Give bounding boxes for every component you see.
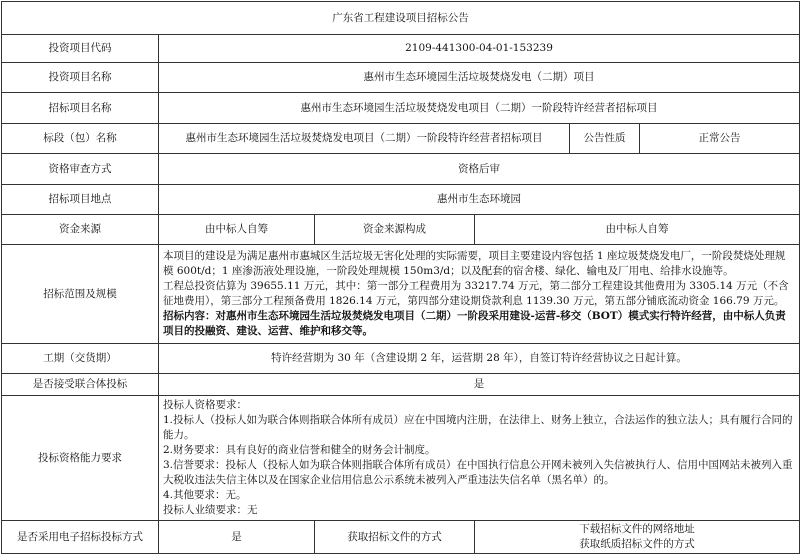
bidder-qualification-content (159, 396, 800, 521)
funding-structure-label: 资金来源构成 (315, 215, 475, 245)
funding-structure-value: 由中标人自筹 (475, 215, 800, 245)
duration-label: 工期（交货期） (2, 344, 159, 374)
duration-value: 特许经营期为 30 年（含建设期 2 年，运营期 28 年），自签订特许经营协议之日起计算。 (159, 344, 800, 374)
consortium-label: 是否接受联合体投标 (2, 374, 159, 396)
qualification-line: 投标人业绩要求：无 (163, 504, 258, 516)
location-label: 招标项目地点 (2, 185, 159, 215)
announcement-title: 广东省工程建设项目招标公告 (2, 2, 800, 35)
download-address-label: 下载招标文件的网络地址 (579, 523, 695, 535)
section-value: 惠州市生态环境园生活垃圾焚烧发电项目（二期）一阶段特许经营者招标项目 (159, 124, 570, 154)
qualification-review-label: 资格审查方式 (2, 154, 159, 185)
electronic-bidding-value: 是 (159, 521, 315, 554)
announcement-table (1, 1, 800, 554)
paper-document-method-label: 获取纸质招标文件的方式 (579, 538, 695, 550)
section-label: 标段（包）名称 (2, 124, 159, 154)
scope-paragraph: 本项目的建设是为满足惠州市惠城区生活垃圾无害化处理的实际需要，项目主要建设内容包括 1 座垃圾焚烧发电厂，一阶段焚烧处理规模 600t/d；1 座渗沥液处理设施，一阶段处理规模 150m3/d；以及配套的宿舍楼、绿化、输电及厂用电、给排水设施等。 (163, 250, 786, 277)
document-method-label: 获取招标文件的方式 (315, 521, 475, 554)
announcement-nature-value: 正常公告 (640, 124, 800, 154)
download-address-cell (475, 521, 800, 554)
funding-value: 由中标人自筹 (159, 215, 315, 245)
bidder-qualification-label: 投标资格能力要求 (2, 396, 159, 521)
scope-label: 招标范围及规模 (2, 245, 159, 344)
consortium-value: 是 (159, 374, 800, 396)
funding-label: 资金来源 (2, 215, 159, 245)
electronic-bidding-label: 是否采用电子招标投标方式 (2, 521, 159, 554)
project-code-value: 2109-441300-04-01-153239 (159, 35, 800, 63)
scope-paragraph: 工程总投资估算为 39655.11 万元，其中：第一部分工程费用为 33217.74 万元，第二部分工程建设其他费用为 3305.14 万元（不含征地费用），第三部分工程预备费用 1826.14 万元，第四部分建设期贷款利息 1139.30 万元，第五部分铺底流动资金 166.79 万元。 (163, 280, 789, 307)
qualification-line: 2.财务要求：具有良好的商业信誉和健全的财务会计制度。 (163, 444, 436, 456)
qualification-line: 1.投标人（投标人如为联合体则指联合体所有成员）应在中国境内注册，在法律上、财务上独立，合法运作的独立法人；具有履行合同的能力。 (163, 414, 793, 441)
qualification-line: 投标人资格要求： (163, 399, 247, 411)
qualification-line: 3.信誉要求：投标人（投标人如为联合体则指联合体所有成员）在中国执行信息公开网未被列入失信被执行人、信用中国网站未被列入重大税收违法失信主体以及在国家企业信用信息公示系统未被列入严重违法失信名单（黑名单）的。 (163, 459, 793, 486)
announcement-nature-label: 公告性质 (570, 124, 640, 154)
tender-project-name-value: 惠州市生态环境园生活垃圾焚烧发电项目（二期）一阶段特许经营者招标项目 (159, 93, 800, 124)
project-code-label: 投资项目代码 (2, 35, 159, 63)
qualification-line: 4.其他要求：无。 (163, 489, 247, 501)
scope-content (159, 245, 800, 344)
project-name-value: 惠州市生态环境园生活垃圾焚烧发电（二期）项目 (159, 63, 800, 93)
scope-tender-content: 招标内容：对惠州市生态环境园生活垃圾焚烧发电项目（二期）一阶段采用建设-运营-移交（BOT）模式实行特许经营，由中标人负责项目的投融资、建设、运营、维护和移交等。 (163, 310, 786, 337)
location-value: 惠州市生态环境园 (159, 185, 800, 215)
project-name-label: 投资项目名称 (2, 63, 159, 93)
qualification-review-value: 资格后审 (159, 154, 800, 185)
tender-project-name-label: 招标项目名称 (2, 93, 159, 124)
